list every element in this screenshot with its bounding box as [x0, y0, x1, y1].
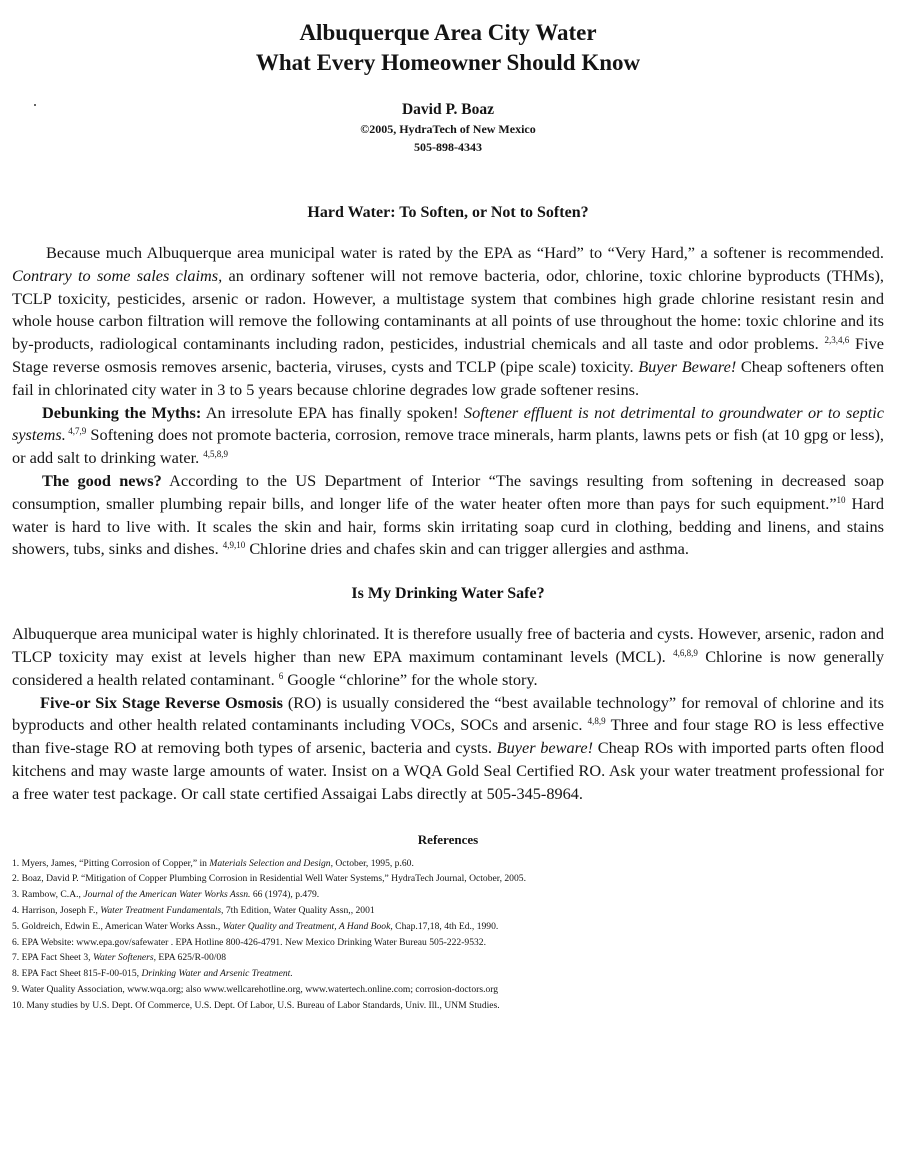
paragraph-chlorinated-water	[12, 623, 884, 691]
citation-superscript: 4,6,8,9	[673, 647, 698, 658]
reference-item	[12, 935, 884, 951]
reference-item	[12, 919, 884, 935]
text-run: (RO) is usually considered the “best available technology” for removal of chlorine and its byproducts and other health related contaminants including VOCs, SOCs and arsenic.	[12, 692, 884, 735]
author-name: David P. Boaz	[401, 101, 494, 118]
section-heading-hard-water: Hard Water: To Soften, or Not to Soften?	[307, 204, 589, 221]
italic-run: Buyer Beware!	[638, 356, 737, 376]
reference-item	[12, 998, 884, 1014]
bold-lead-in: Five-or Six Stage Reverse Osmosis	[40, 692, 283, 712]
text-run: Chlorine is now generally considered a health related contaminant.	[12, 646, 885, 689]
reference-item	[12, 966, 884, 982]
paragraph-debunking-myths	[12, 402, 884, 470]
text-run: An irresolute EPA has finally spoken!	[201, 402, 464, 422]
reference-item	[12, 887, 884, 903]
text-run: Because much Albuquerque area municipal water is rated by the EPA as “Hard” to “Very Hard,” a softener is recommended.	[46, 243, 884, 262]
text-run: 66 (1974), p.479.	[250, 889, 320, 901]
references-list	[12, 856, 884, 1014]
text-run: 10. Many studies by U.S. Dept. Of Commerce, U.S. Dept. Of Labor, U.S. Bureau of Labor Standards, Univ. Ill., UNM Studies.	[12, 999, 500, 1011]
text-run: Five Stage reverse osmosis removes arsenic, bacteria, viruses, cysts and TCLP (pipe scale) toxicity.	[12, 334, 884, 376]
text-run: Cheap ROs with imported parts often flood kitchens and may waste large amounts of water. Insist on a WQA Gold Seal Certified RO. Ask your water treatment professional for a free water test package. Or call state certified Assaigai Labs directly at 505-345-8964.	[12, 738, 885, 803]
text-run: Google “chlorine” for the whole story.	[283, 669, 538, 689]
text-run: 7. EPA Fact Sheet 3,	[12, 952, 93, 964]
citation-superscript: 4,7,9	[65, 426, 87, 437]
italic-run: Drinking Water and Arsenic Treatment.	[141, 968, 293, 980]
text-run: October, 1995, p.60.	[332, 857, 414, 869]
phone-number: 505-898-4343	[414, 140, 482, 154]
italic-run: Buyer beware!	[496, 738, 594, 758]
text-run: 9. Water Quality Association, www.wqa.org; also www.wellcarehotline.org, www.watertech.online.com; corrosion-doctors.org	[12, 983, 499, 995]
document-title-line-2: What Every Homeowner Should Know	[255, 50, 641, 75]
text-run: Cheap softeners often fail in chlorinated city water in 3 to 5 years because chlorine degrades low grade softener resins.	[12, 356, 884, 399]
text-run: EPA 625/R-00/08	[156, 952, 227, 964]
citation-superscript: 4,8,9	[587, 716, 606, 727]
text-run: 6. EPA Website: www.epa.gov/safewater . EPA Hotline 800-426-4791. New Mexico Drinking Water Bureau 505-222-9532.	[12, 936, 486, 948]
italic-run: Softener effluent is not detrimental to groundwater or to septic systems.	[12, 402, 884, 445]
document-title-line-1: Albuquerque Area City Water	[299, 20, 597, 45]
reference-item	[12, 856, 884, 872]
text-run: 1. Myers, James, “Pitting Corrosion of Copper,” in	[12, 857, 210, 869]
bold-lead-in: Debunking the Myths:	[42, 402, 202, 422]
italic-run: Water Quality and Treatment, A Hand Book,	[222, 920, 393, 932]
document-header	[12, 18, 884, 156]
text-run: Three and four stage RO is less effective than five-stage RO at removing both types of arsenic, bacteria and cysts.	[12, 715, 884, 758]
italic-run: Materials Selection and Design,	[209, 857, 333, 869]
text-run: 7th Edition, Water Quality Assn,, 2001	[223, 904, 375, 916]
citation-superscript: 4,5,8,9	[203, 449, 229, 460]
reference-item	[12, 871, 884, 887]
paragraph-good-news	[12, 470, 884, 561]
citation-superscript: 2,3,4,6	[824, 335, 850, 346]
text-run: 3. Rambow, C.A.,	[12, 889, 84, 901]
italic-run: Journal of the American Water Works Assn.	[83, 889, 251, 901]
text-run: 5. Goldreich, Edwin E., American Water Works Assn.,	[12, 920, 223, 932]
text-run: Softening does not promote bacteria, corrosion, remove trace minerals, harm plants, lawns pets or fish (at 10 gpg or less), or add salt to drinking water.	[12, 425, 884, 468]
copyright-line: ©2005, HydraTech of New Mexico	[360, 122, 536, 136]
references-heading: References	[417, 831, 479, 847]
paragraph-reverse-osmosis	[12, 692, 884, 806]
reference-item	[12, 903, 884, 919]
citation-superscript: 10	[836, 494, 846, 505]
text-run: Albuquerque area municipal water is highly chlorinated. It is therefore usually free of bacteria and cysts. However, arsenic, radon and TLCP toxicity may exist at levels higher than new EPA maximum contaminant levels (MCL).	[12, 624, 884, 666]
text-run: Hard water is hard to live with. It scales the skin and hair, forms skin irritating soap curd in clothing, bedding and linens, and stains showers, tubs, sinks and dishes.	[12, 493, 884, 559]
citation-superscript: 4,9,10	[222, 540, 246, 551]
text-run: According to the US Department of Interior “The savings resulting from softening in decreased soap consumption, smaller plumbing repair bills, and longer life of the water heater often more than pays for such equipment.”	[12, 470, 884, 513]
text-run: 8. EPA Fact Sheet 815-F-00-015,	[12, 968, 142, 980]
scan-speck	[34, 104, 36, 106]
italic-run: Contrary to some sales claims,	[12, 265, 223, 285]
text-run: Chlorine dries and chafes skin and can trigger allergies and asthma.	[245, 539, 689, 559]
text-run: 2. Boaz, David P. “Mitigation of Copper Plumbing Corrosion in Residential Well Water Systems,” HydraTech Journal, October, 2005.	[12, 873, 526, 885]
reference-item	[12, 950, 884, 966]
citation-superscript: 6	[278, 670, 284, 681]
bold-lead-in: The good news?	[42, 470, 162, 490]
paragraph-softener-intro	[12, 242, 884, 402]
reference-item	[12, 982, 884, 998]
text-run: 4. Harrison, Joseph F.,	[12, 904, 101, 916]
text-run: Chap.17,18, 4th Ed., 1990.	[392, 920, 499, 932]
italic-run: Water Softeners,	[92, 952, 157, 964]
text-run: an ordinary softener will not remove bacteria, odor, chlorine, toxic chlorine byproducts (THMs), TCLP toxicity, pesticides, arsenic or radon. However, a multistage system that combines high grade chlorine resistant resin and whole house carbon filtration will remove the following contaminants at all points of use throughout the home: toxic chlorine and its by-products, radiological contaminants including radon, pesticides, industrial chemicals and all taste and odor problems.	[12, 265, 884, 354]
italic-run: Water Treatment Fundamentals,	[100, 904, 224, 916]
section-heading-drinking-water: Is My Drinking Water Safe?	[351, 585, 545, 603]
